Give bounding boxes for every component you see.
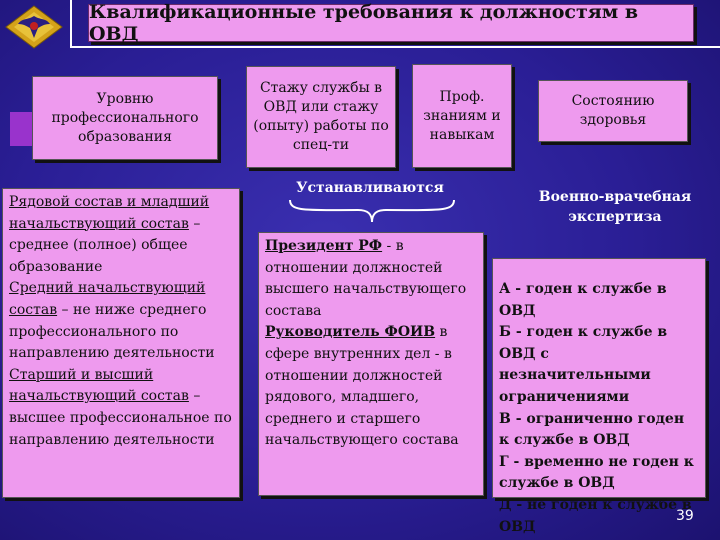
category-b: Б - годен к службе в ОВД с незначительными ограничениями [499, 324, 668, 405]
authority-president [265, 236, 477, 322]
curly-brace-icon [288, 198, 456, 224]
middle-staff-text: – не ниже среднего профессионального по направлению деятельности [9, 301, 215, 362]
category-a: А - годен к службе в ОВД [499, 281, 667, 319]
category-v: В - ограниченно годен к службе в ОВД [499, 410, 685, 449]
foiv-head-title: Руководитель ФОИВ [265, 324, 436, 341]
education-group-senior [9, 365, 233, 451]
header-knowledge: Проф. знаниям и навыкам [412, 64, 512, 168]
rank-file-text: – среднее (полное) общее образование [9, 215, 201, 275]
education-group-rank [9, 192, 233, 278]
header-experience: Стажу службы в ОВД или стажу (опыту) работы по спец-ти [246, 66, 396, 168]
left-rule [70, 0, 72, 48]
eagle-emblem-icon [2, 2, 66, 52]
authority-head-foiv [265, 322, 477, 452]
slide-title: Квалификационные требования к должностям в ОВД [88, 4, 694, 42]
rank-file-title: Рядовой состав и младший начальствующий состав [9, 194, 210, 232]
category-g: Г - временно не годен к службе в ОВД [499, 453, 694, 492]
medical-expertise-label: Военно-врачебная экспертиза [538, 189, 692, 225]
top-rule [70, 46, 720, 48]
president-text: - в отношении должностей высшего начальствующего состава [265, 238, 467, 319]
page-number: 39 [676, 508, 694, 524]
president-title: Президент РФ [265, 238, 383, 254]
education-group-middle [9, 278, 233, 364]
senior-staff-text: – высшее профессиональное по направлению деятельности [9, 388, 232, 448]
authority-box [258, 232, 484, 496]
header-health: Состоянию здоровья [538, 80, 688, 142]
middle-staff-title: Средний начальствующий состав [9, 280, 206, 318]
senior-staff-title: Старший и высший начальствующий состав [9, 366, 189, 405]
education-requirements-box [2, 188, 240, 498]
header-education: Уровню профессионального образования [32, 76, 218, 160]
established-label: Устанавливаются [296, 180, 444, 196]
accent-block [10, 112, 32, 146]
foiv-head-text: в сфере внутренних дел - в отношении должностей рядового, младшего, среднего и старшего начальствующего состава [265, 324, 459, 449]
category-d: Д - не годен к службе в ОВД [499, 496, 692, 535]
